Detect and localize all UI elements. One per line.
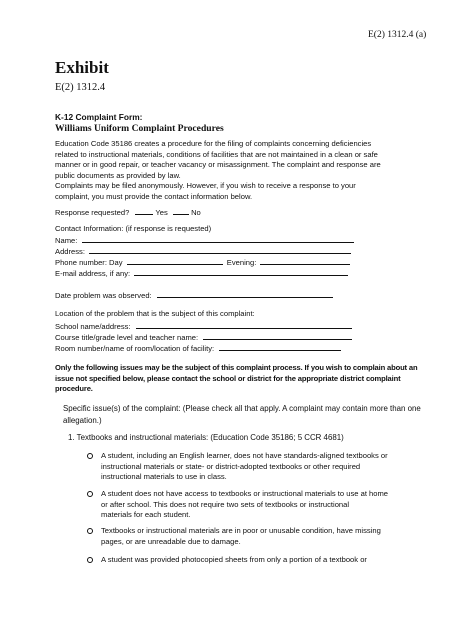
room-label: Room number/name of room/location of facility: bbox=[55, 344, 215, 353]
intro-line: Complaints may be filed anonymously. However, if you wish to receive a response to your bbox=[55, 181, 356, 191]
page-title: Exhibit bbox=[55, 58, 109, 77]
section-1-heading: 1. Textbooks and instructional materials: (Education Code 35186; 5 CCR 4681) bbox=[68, 433, 344, 442]
response-no-label: No bbox=[191, 208, 201, 217]
bullet-circle-icon bbox=[87, 491, 93, 497]
date-observed-row bbox=[55, 289, 333, 302]
page-subtitle: E(2) 1312.4 bbox=[55, 82, 106, 93]
bullet-line: instructional materials to use in class. bbox=[101, 472, 227, 482]
email-field[interactable] bbox=[134, 267, 348, 276]
bullet-circle-icon bbox=[87, 453, 93, 459]
bullet-circle-icon bbox=[87, 557, 93, 563]
specific-issue-line: allegation.) bbox=[63, 416, 102, 425]
specific-issue-line: Specific issue(s) of the complaint: (Please check all that apply. A complaint may contain more than one bbox=[63, 404, 421, 413]
response-label: Response requested? bbox=[55, 208, 130, 217]
date-observed-label: Date problem was observed: bbox=[55, 291, 152, 300]
response-requested-row bbox=[55, 206, 201, 219]
bullet-item bbox=[101, 451, 388, 483]
notice-line: issue not specified below, please contact the school or district for the appropriate district complaint bbox=[55, 373, 401, 383]
notice-line: procedure. bbox=[55, 384, 93, 394]
location-room-row bbox=[55, 342, 341, 355]
response-no-blank[interactable] bbox=[173, 206, 189, 215]
bold-notice bbox=[55, 363, 417, 395]
bullet-circle-icon bbox=[87, 528, 93, 534]
name-field[interactable] bbox=[82, 234, 354, 243]
phone-evening-label: Evening: bbox=[226, 258, 257, 267]
bullet-item bbox=[101, 489, 388, 521]
bullet-line: A student does not have access to textbooks or instructional materials to use at home bbox=[101, 489, 389, 498]
specific-issues-intro bbox=[63, 403, 421, 427]
intro-line: Education Code 35186 creates a procedure for the filing of complaints concerning deficiencies bbox=[55, 139, 372, 148]
address-field[interactable] bbox=[89, 245, 351, 254]
intro-line: manner or in good repair, or teacher vacancy or misassignment. The complaint and response are bbox=[55, 160, 381, 170]
response-yes-blank[interactable] bbox=[135, 206, 153, 215]
intro-paragraph bbox=[55, 139, 381, 203]
form-title: K-12 Complaint Form: bbox=[55, 112, 143, 122]
bullet-item bbox=[101, 555, 367, 566]
room-field[interactable] bbox=[219, 342, 341, 351]
notice-line: Only the following issues may be the subject of this complaint process. If you wish to complain about an bbox=[55, 363, 418, 372]
course-field[interactable] bbox=[203, 331, 352, 340]
bullet-line: A student, including an English learner, does not have standards-aligned textbooks or bbox=[101, 451, 388, 460]
form-subtitle: Williams Uniform Complaint Procedures bbox=[55, 123, 224, 134]
location-heading: Location of the problem that is the subject of this complaint: bbox=[55, 309, 255, 318]
phone-day-label: Phone number: Day bbox=[55, 258, 123, 267]
bullet-line: or after school. This does not require two sets of textbooks or instructional bbox=[101, 499, 350, 509]
email-label: E-mail address, if any: bbox=[55, 269, 131, 278]
phone-day-field[interactable] bbox=[127, 256, 223, 265]
header-code: E(2) 1312.4 (a) bbox=[368, 30, 427, 40]
address-label: Address: bbox=[55, 247, 85, 256]
school-field[interactable] bbox=[136, 320, 352, 329]
bullet-item bbox=[101, 526, 381, 547]
intro-line: public documents as provided by law. bbox=[55, 170, 181, 180]
intro-line: complaint, you must provide the contact information below. bbox=[55, 191, 253, 201]
bullet-line: instructional materials or state- or district-adopted textbooks or other required bbox=[101, 461, 361, 471]
bullet-line: A student was provided photocopied sheets from only a portion of a textbook or bbox=[101, 555, 367, 564]
intro-line: related to instructional materials, conditions of facilities that are not maintained in a clean or safe bbox=[55, 149, 378, 159]
school-label: School name/address: bbox=[55, 322, 131, 331]
bullet-line: materials for each student. bbox=[101, 510, 191, 520]
contact-email-row bbox=[55, 267, 348, 280]
date-observed-field[interactable] bbox=[157, 289, 333, 298]
bullet-line: Textbooks or instructional materials are in poor or unusable condition, have missing bbox=[101, 526, 381, 535]
course-label: Course title/grade level and teacher name: bbox=[55, 333, 199, 342]
name-label: Name: bbox=[55, 236, 78, 245]
response-yes-label: Yes bbox=[155, 208, 168, 217]
phone-evening-field[interactable] bbox=[260, 256, 350, 265]
contact-heading: Contact Information: (if response is requested) bbox=[55, 224, 212, 233]
bullet-line: pages, or are unreadable due to damage. bbox=[101, 536, 241, 546]
